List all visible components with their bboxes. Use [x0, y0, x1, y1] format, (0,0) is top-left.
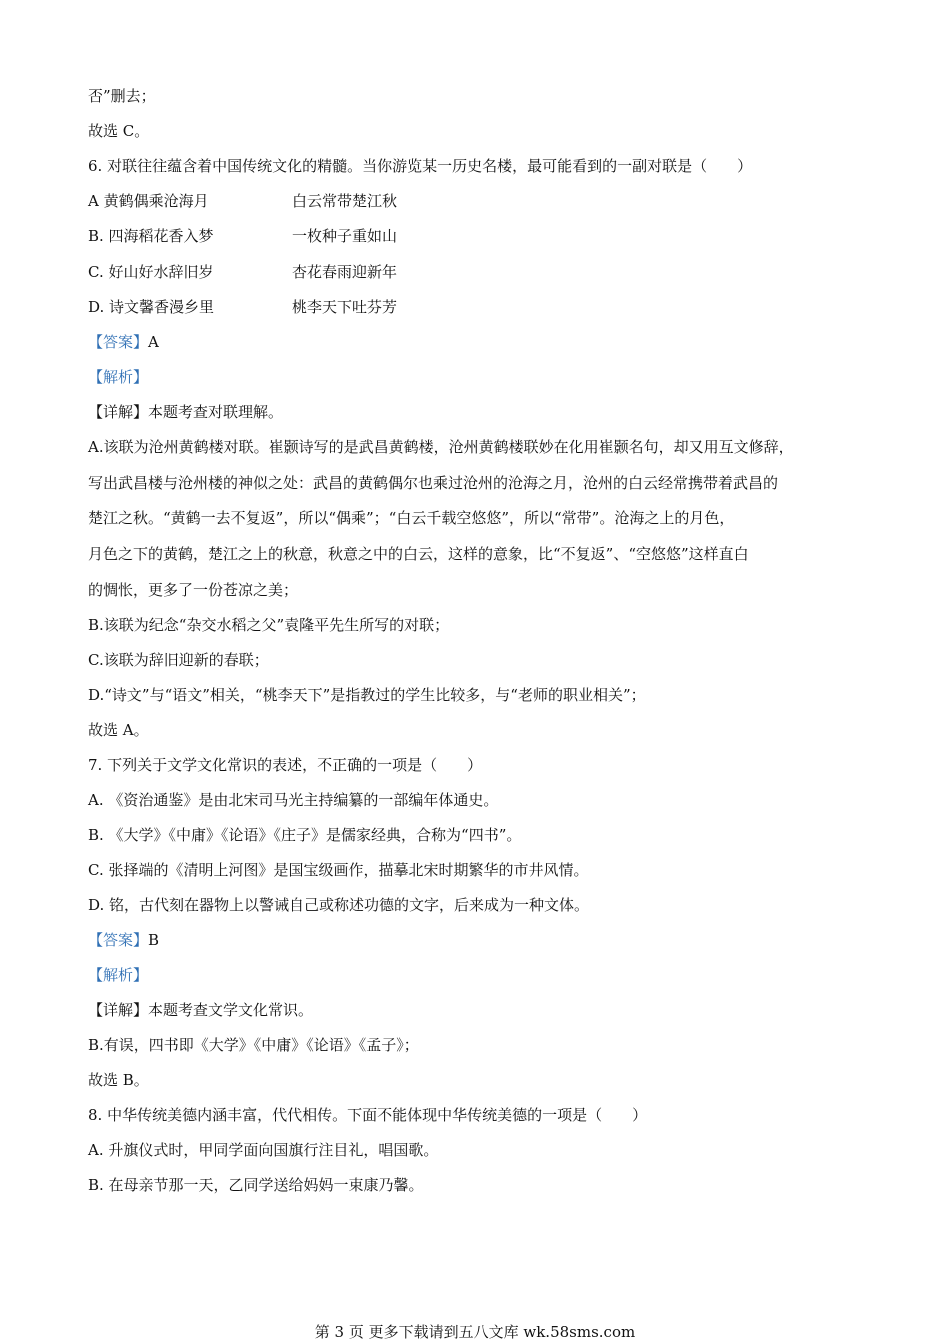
option-line [88, 226, 397, 246]
text-line: 8. 中华传统美德内涵丰富，代代相传。下面不能体现中华传统美德的一项是（ ） [88, 1106, 648, 1124]
section-tag: 【解析】 [88, 966, 149, 984]
text-line: 7. 下列关于文学文化常识的表述，不正确的一项是（ ） [88, 756, 483, 774]
option-line [88, 297, 397, 317]
option-left-text: D. 诗文馨香漫乡里 [88, 298, 215, 316]
option-left-text: A 黄鹤偶乘沧海月 [88, 192, 209, 210]
section-tag: 【解析】 [88, 368, 149, 386]
section-value: B [148, 931, 160, 949]
option-left-text: C. 好山好水辞旧岁 [88, 263, 214, 281]
text-line: 否”删去； [88, 87, 156, 105]
text-line: B. 《大学》《中庸》《论语》《庄子》是儒家经典，合称为“四书”。 [88, 826, 522, 844]
text-line: C.该联为辞旧迎新的春联； [88, 651, 269, 669]
option-right-text: 杏花春雨迎新年 [292, 263, 398, 281]
option-right-text: 桃李天下吐芬芳 [292, 298, 398, 316]
section-value: A [148, 333, 159, 351]
text-line: A. 《资治通鉴》是由北宋司马光主持编纂的一部编年体通史。 [88, 791, 499, 809]
labeled-line [88, 367, 148, 387]
text-line: 的惆怅，更多了一份苍凉之美； [88, 581, 299, 599]
labeled-line [88, 930, 159, 950]
text-line: 6. 对联往往蕴含着中国传统文化的精髓。当你游览某一历史名楼，最可能看到的一副对联是（ ） [88, 157, 753, 175]
text-line: B.该联为纪念“杂交水稻之父”袁隆平先生所写的对联； [88, 616, 450, 634]
text-line: D. 铭，古代刻在器物上以警诫自己或称述功德的文字，后来成为一种文体。 [88, 896, 590, 914]
text-line: 写出武昌楼与沧州楼的神似之处：武昌的黄鹤偶尔也乘过沧州的沧海之月，沧州的白云经常携带着武昌的 [88, 474, 779, 492]
labeled-line [88, 332, 159, 352]
text-line: A. 升旗仪式时，甲同学面向国旗行注目礼，唱国歌。 [88, 1141, 439, 1159]
text-line: B.有误，四书即《大学》《中庸》《论语》《孟子》； [88, 1036, 419, 1054]
option-right-text: 白云常带楚江秋 [292, 192, 398, 210]
text-line: 【详解】本题考查对联理解。 [88, 403, 284, 421]
text-line: 故选 A。 [88, 721, 149, 739]
text-line: 楚江之秋。“黄鹤一去不复返”，所以“偶乘”；“白云千载空悠悠”，所以“常带”。沧海之上的月色， [88, 509, 735, 527]
text-line: B. 在母亲节那一天，乙同学送给妈妈一束康乃馨。 [88, 1176, 424, 1194]
text-line: 故选 B。 [88, 1071, 149, 1089]
option-left-text: B. 四海稻花香入梦 [88, 227, 214, 245]
option-line [88, 191, 397, 211]
text-line: D.“诗文”与“语文”相关，“桃李天下”是指教过的学生比较多，与“老师的职业相关”； [88, 686, 646, 704]
text-line: A.该联为沧州黄鹤楼对联。崔颢诗写的是武昌黄鹤楼，沧州黄鹤楼联妙在化用崔颢名句，却又用互文修辞， [88, 438, 794, 456]
text-line: 故选 C。 [88, 122, 150, 140]
option-line [88, 262, 397, 282]
option-right-text: 一枚种子重如山 [292, 227, 398, 245]
section-tag: 【答案】 [88, 333, 149, 351]
text-line: 【详解】本题考查文学文化常识。 [88, 1001, 314, 1019]
text-line: C. 张择端的《清明上河图》是国宝级画作，描摹北宋时期繁华的市井风情。 [88, 861, 589, 879]
text-line: 月色之下的黄鹤，楚江之上的秋意，秋意之中的白云，这样的意象，比“不复返”、“空悠悠”这样直白 [88, 545, 749, 563]
page-footer: 第 3 页 更多下载请到五八文库 wk.58sms.com [314, 1323, 636, 1341]
labeled-line [88, 965, 148, 985]
section-tag: 【答案】 [88, 931, 149, 949]
